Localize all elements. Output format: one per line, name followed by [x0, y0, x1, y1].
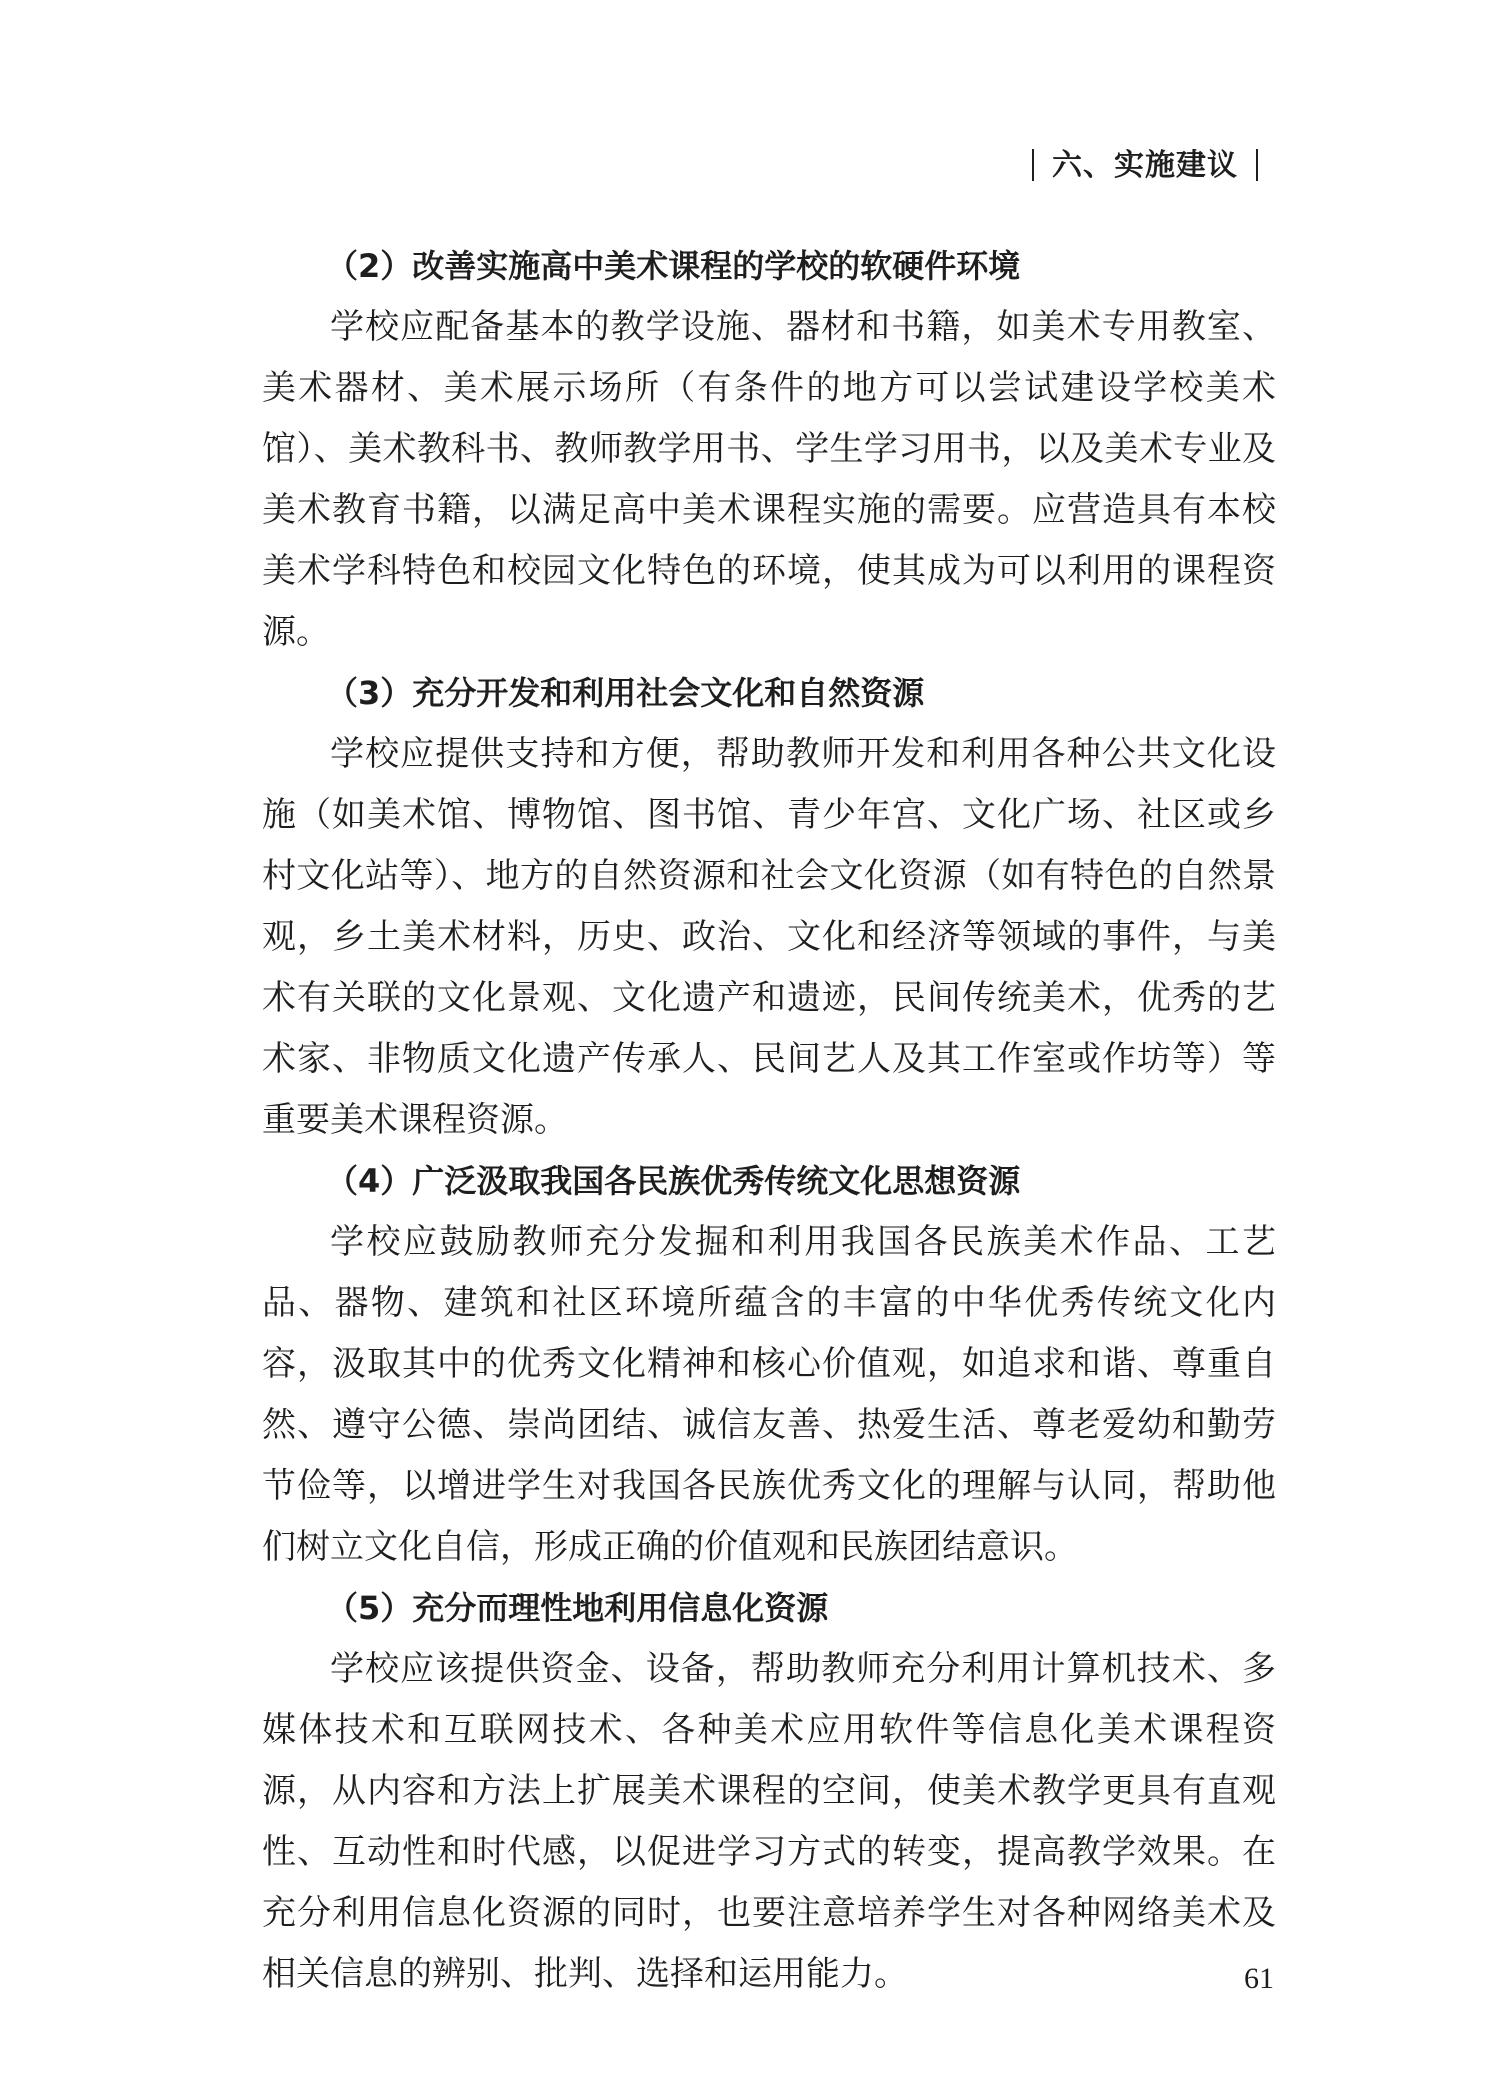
header-divider-right — [1256, 149, 1258, 181]
section-title: 六、实施建议 — [1052, 148, 1238, 183]
subsection-heading-2: （2）改善实施高中美术课程的学校的软硬件环境 — [326, 247, 1021, 285]
paragraph-5: 学校应该提供资金、设备，帮助教师充分利用计算机技术、多媒体技术和互联网技术、各种美术应用软件等信息化美术课程资源，从内容和方法上扩展美术课程的空间，使美术教学更具有直观性、互动性和时代感，以促进学习方式的转变，提高教学效果。在充分利用信息化资源的同时，也要注意培养学生对各种网络美术及相关信息的辨别、批判、选择和运用能力。 — [262, 1649, 1276, 1994]
paragraph-4: 学校应鼓励教师充分发掘和利用我国各民族美术作品、工艺品、器物、建筑和社区环境所蕴含的丰富的中华优秀传统文化内容，汲取其中的优秀文化精神和核心价值观，如追求和谐、尊重自然、遵守公德、崇尚团结、诚信友善、热爱生活、尊老爱幼和勤劳节俭等，以增进学生对我国各民族优秀文化的理解与认同，帮助他们树立文化自信，形成正确的价值观和民族团结意识。 — [262, 1222, 1276, 1567]
subsection-heading-5: （5）充分而理性地利用信息化资源 — [326, 1589, 829, 1627]
page-number: 61 — [1244, 1962, 1274, 1995]
running-header — [1014, 140, 1276, 184]
paragraph-3: 学校应提供支持和方便，帮助教师开发和利用各种公共文化设施（如美术馆、博物馆、图书馆、青少年宫、文化广场、社区或乡村文化站等）、地方的自然资源和社会文化资源（如有特色的自然景观，乡土美术材料，历史、政治、文化和经济等领域的事件，与美术有关联的文化景观、文化遗产和遗迹，民间传统美术，优秀的艺术家、非物质文化遗产传承人、民间艺人及其工作室或作坊等）等重要美术课程资源。 — [262, 734, 1276, 1140]
body-text — [262, 236, 1276, 2005]
subsection-heading-3: （3）充分开发和利用社会文化和自然资源 — [326, 674, 925, 712]
paragraph-2: 学校应配备基本的教学设施、器材和书籍，如美术专用教室、美术器材、美术展示场所（有条件的地方可以尝试建设学校美术馆）、美术教科书、教师教学用书、学生学习用书，以及美术专业及美术教育书籍，以满足高中美术课程实施的需要。应营造具有本校美术学科特色和校园文化特色的环境，使其成为可以利用的课程资源。 — [262, 307, 1276, 652]
header-divider-left — [1032, 149, 1034, 181]
subsection-heading-4: （4）广泛汲取我国各民族优秀传统文化思想资源 — [326, 1162, 1021, 1200]
